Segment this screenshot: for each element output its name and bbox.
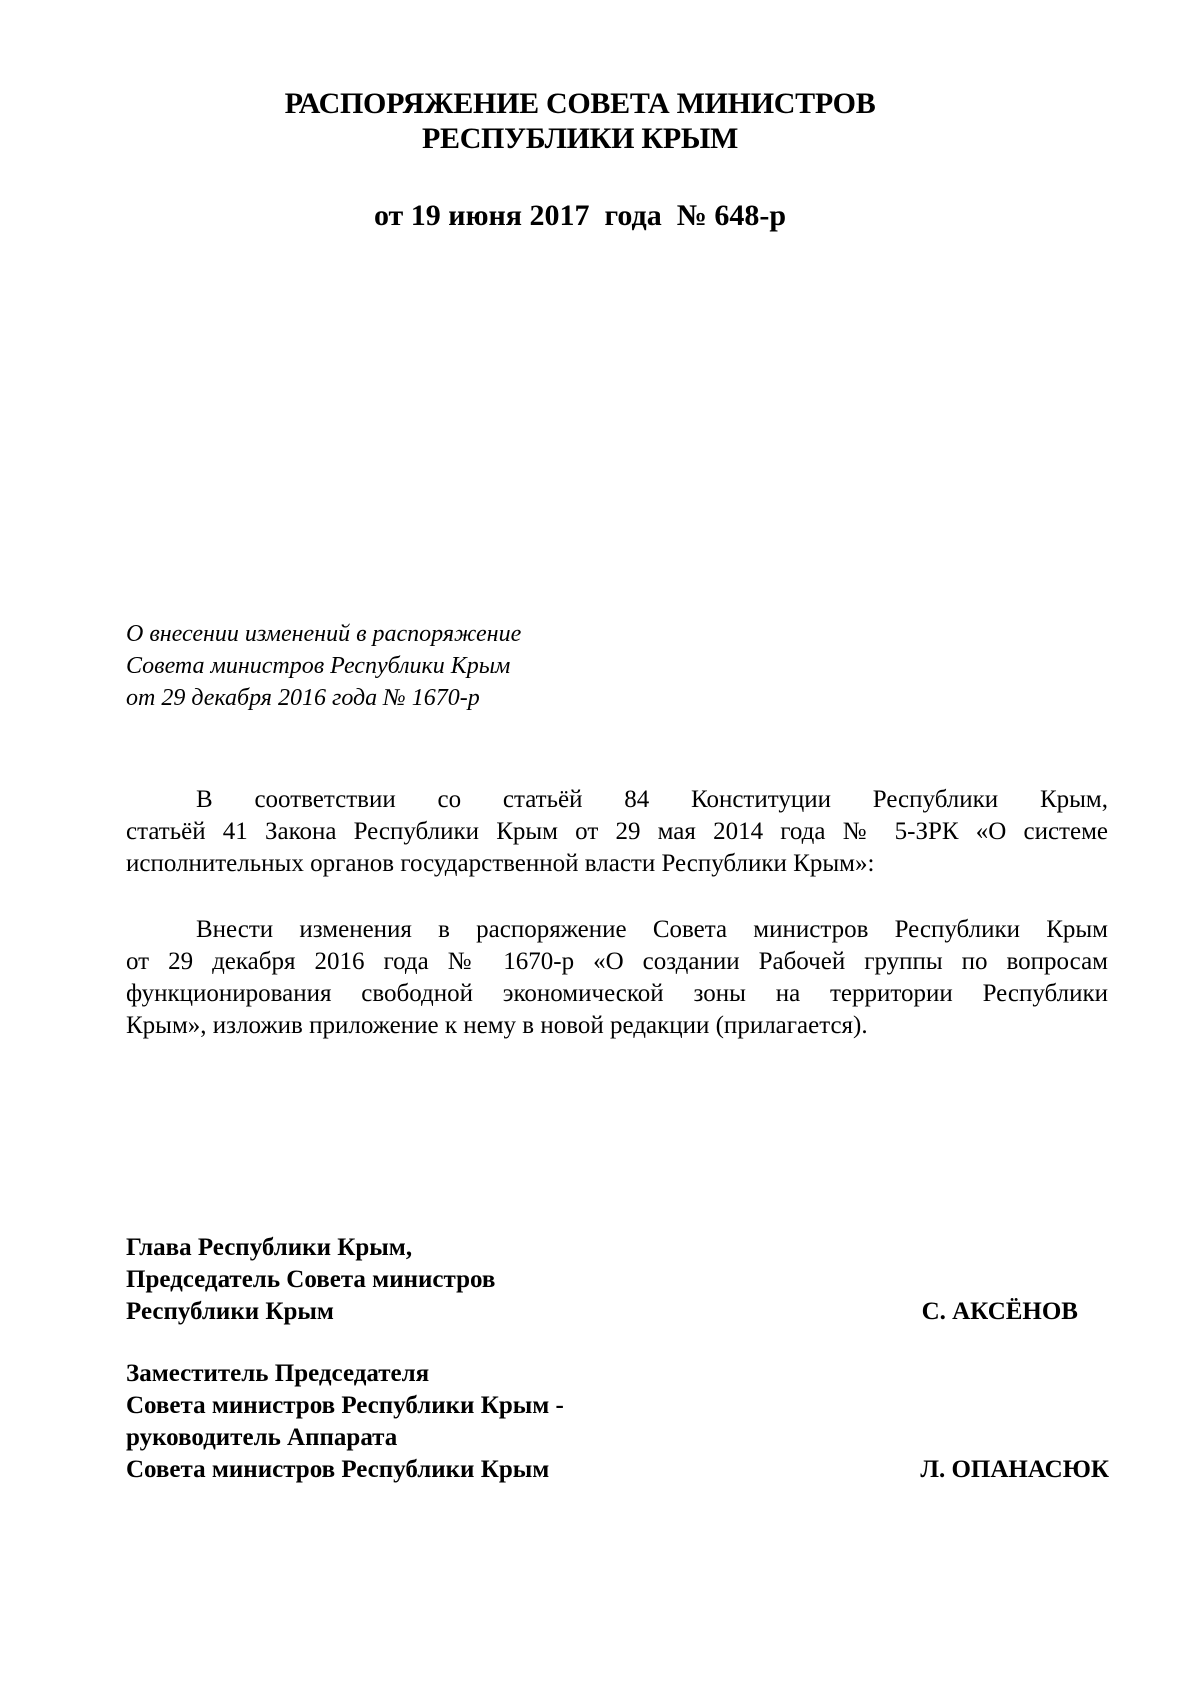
signer-name: Л. ОПАНАСЮК <box>920 1456 1109 1483</box>
subject-line: О внесении изменений в распоряжение <box>126 621 522 647</box>
subject-line: от 29 декабря 2016 года № 1670-р <box>126 685 480 711</box>
subject-line: Совета министров Республики Крым <box>126 653 511 679</box>
document-subject <box>126 618 521 714</box>
signer-position-line: Республики Крым <box>126 1298 334 1325</box>
decision-paragraph <box>126 914 1108 1042</box>
signature-block-head <box>126 1232 495 1328</box>
signature-block-deputy <box>126 1358 564 1486</box>
signer-position-line: Совета министров Республики Крым <box>126 1456 550 1483</box>
document-heading-line-2: РЕСПУБЛИКИ КРЫМ <box>421 122 739 155</box>
document-heading-line-1: РАСПОРЯЖЕНИЕ СОВЕТА МИНИСТРОВ <box>284 87 876 120</box>
signer-name: С. АКСЁНОВ <box>921 1298 1078 1325</box>
signer-position-line: Заместитель Председателя <box>126 1360 430 1387</box>
signer-position-line: Глава Республики Крым, <box>126 1234 413 1261</box>
paragraph-line: В соответствии со статьёй 84 Конституции Республики Крым, <box>196 786 1108 813</box>
paragraph-line: статьёй 41 Закона Республики Крым от 29 мая 2014 года № 5-ЗРК «О системе <box>126 818 1108 845</box>
paragraph-line: исполнительных органов государственной власти Республики Крым»: <box>126 850 875 877</box>
paragraph-line: Внести изменения в распоряжение Совета министров Республики Крым <box>196 916 1108 943</box>
paragraph-line: Крым», изложив приложение к нему в новой редакции (прилагается). <box>126 1012 868 1039</box>
signer-position-line: руководитель Аппарата <box>126 1424 398 1451</box>
paragraph-line: от 29 декабря 2016 года № 1670-р «О создании Рабочей группы по вопросам <box>126 948 1108 975</box>
signer-position-line: Совета министров Республики Крым - <box>126 1392 564 1419</box>
paragraph-line: функционирования свободной экономической зоны на территории Республики <box>126 980 1108 1007</box>
preamble-paragraph <box>126 784 1108 880</box>
signer-position-line: Председатель Совета министров <box>126 1266 496 1293</box>
order-date-number: от 19 июня 2017 года № 648-р <box>373 199 787 232</box>
